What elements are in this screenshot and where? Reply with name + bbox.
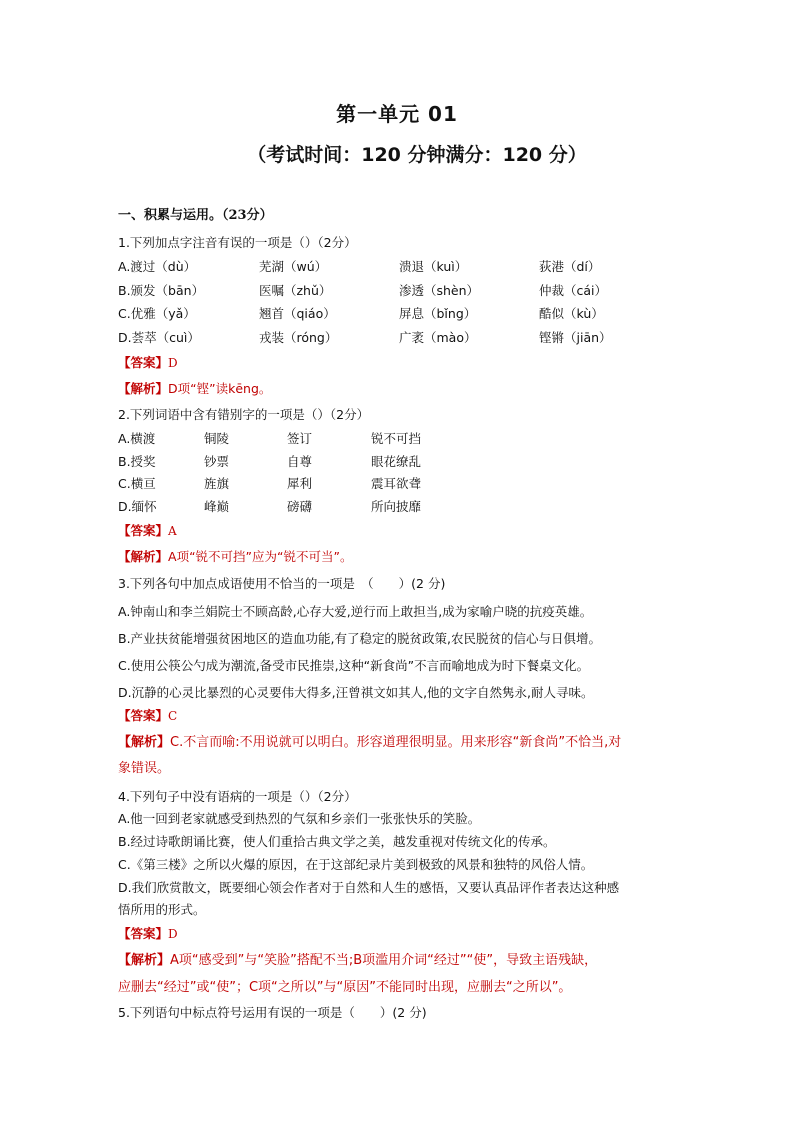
explanation-text: A项“锐不可挡”应为“锐不可当”。 [168,549,353,564]
q2-option-c-4: 震耳欲聋 [371,476,422,491]
q2-option-c-1: C.横亘 [118,476,156,491]
answer-value: C [168,709,178,723]
q3-answer [118,707,177,725]
q1-stem: 1.下列加点字注音有误的一项是（）（2分） [118,235,357,250]
q2-option-a-4: 锐不可挡 [371,431,422,446]
answer-tag: 【答案】 [118,355,169,370]
q1-explanation [118,380,271,398]
q2-option-a-1: A.横渡 [118,431,156,446]
q4-option-d: D.我们欣赏散文，既要细心领会作者对于自然和人生的感悟，又要认真品评作者表达这种感 [118,880,620,895]
q2-option-d-2: 峰巅 [204,499,230,514]
q1-option-d-4: 铿锵（jiān） [539,330,612,345]
explanation-tag: 【解析】 [118,735,171,750]
explanation-text: A项“感受到”与“笑脸”搭配不当;B项滥用介词“经过”“使”，导致主语残缺， [170,953,598,968]
q2-explanation [118,548,352,566]
q1-option-c-3: 屏息（bǐng） [399,306,477,321]
q4-option-b: B.经过诗歌朗诵比赛，使人们重拾古典文学之美，越发重视对传统文化的传承。 [118,834,556,849]
answer-tag: 【答案】 [118,926,169,941]
q1-option-a-1: A.渡过（dù） [118,259,197,274]
page-subtitle: （考试时间：120 分钟满分：120 分） [247,144,587,166]
q1-option-d-3: 广袤（mào） [399,330,477,345]
q4-explanation-cont: 应删去“经过”或“使”；C项“之所以”与“原因”不能同时出现，应删去“之所以”。 [118,980,572,995]
q2-option-b-3: 自尊 [287,454,313,469]
q1-option-b-4: 仲裁（cái） [539,283,608,298]
q5-stem: 5.下列语句中标点符号运用有误的一项是（ ）(2 分) [118,1005,427,1020]
q2-option-c-2: 旌旗 [204,476,230,491]
q3-explanation [118,734,621,752]
q2-option-a-2: 铜陵 [204,431,230,446]
q2-option-d-1: D.缅怀 [118,499,157,514]
q1-option-c-4: 酷似（kù） [539,306,604,321]
q1-answer [118,354,178,372]
q2-option-c-3: 犀利 [287,476,313,491]
q4-option-a: A.他一回到老家就感受到热烈的气氛和乡亲们一张张快乐的笑脸。 [118,811,481,826]
q3-option-d: D.沉静的心灵比暴烈的心灵要伟大得多,汪曾祺文如其人,他的文字自然隽永,耐人寻味。 [118,685,594,700]
q1-option-c-1: C.优雅（yǎ） [118,306,196,321]
explanation-tag: 【解析】 [118,381,169,396]
q2-stem: 2.下列词语中含有错别字的一项是（）（2分） [118,407,370,422]
q1-option-b-3: 渗透（shèn） [399,283,480,298]
q2-option-b-4: 眼花缭乱 [371,454,422,469]
q4-explanation [118,952,597,970]
answer-tag: 【答案】 [118,708,169,723]
q1-option-c-2: 翘首（qiáo） [259,306,336,321]
q1-option-b-2: 医嘱（zhǔ） [259,283,332,298]
q2-option-a-3: 签订 [287,431,313,446]
q4-option-c: C.《第三楼》之所以火爆的原因，在于这部纪录片美到极致的风景和独特的风俗人情。 [118,857,594,872]
q2-answer [118,522,177,540]
explanation-text: D项“铿”读kēng。 [168,381,272,396]
q3-option-c: C.使用公筷公勺成为潮流,备受市民推崇,这种“新食尚”不言而喻地成为时下餐桌文化。 [118,658,590,673]
q1-option-b-1: B.颁发（bān） [118,283,205,298]
explanation-text: C.不言而喻:不用说就可以明白。形容道理很明显。用来形容“新食尚”不恰当,对 [170,735,622,750]
q1-option-a-2: 芜湖（wú） [259,259,328,274]
q2-option-d-4: 所向披靡 [371,499,422,514]
q1-option-a-3: 溃退（kuì） [399,259,468,274]
q4-stem: 4.下列句子中没有语病的一项是（）（2分） [118,789,357,804]
q2-option-b-1: B.授奖 [118,454,156,469]
section-heading: 一、积累与运用。（23分） [118,208,273,223]
q2-option-b-2: 钞票 [204,454,230,469]
answer-value: D [168,356,178,370]
answer-value: A [168,524,177,538]
q2-option-d-3: 磅礴 [287,499,313,514]
answer-tag: 【答案】 [118,523,169,538]
q3-option-a: A.钟南山和李兰娟院士不顾高龄,心存大爱,逆行而上敢担当,成为家喻户晓的抗疫英雄。 [118,604,593,619]
q3-stem: 3.下列各句中加点成语使用不恰当的一项是 （ ）(2 分) [118,576,446,591]
explanation-tag: 【解析】 [118,953,171,968]
q1-option-d-1: D.荟萃（cuì） [118,330,200,345]
q1-option-d-2: 戎装（róng） [259,330,338,345]
explanation-tag: 【解析】 [118,549,169,564]
page-title: 第一单元 01 [336,102,458,126]
q4-answer [118,925,178,943]
q3-option-b: B.产业扶贫能增强贫困地区的造血功能,有了稳定的脱贫政策,农民脱贫的信心与日俱增。 [118,631,601,646]
answer-value: D [168,927,178,941]
q4-option-d-cont: 悟所用的形式。 [118,902,206,917]
q1-option-a-4: 荻港（dí） [539,259,601,274]
q3-explanation-cont: 象错误。 [118,761,171,776]
